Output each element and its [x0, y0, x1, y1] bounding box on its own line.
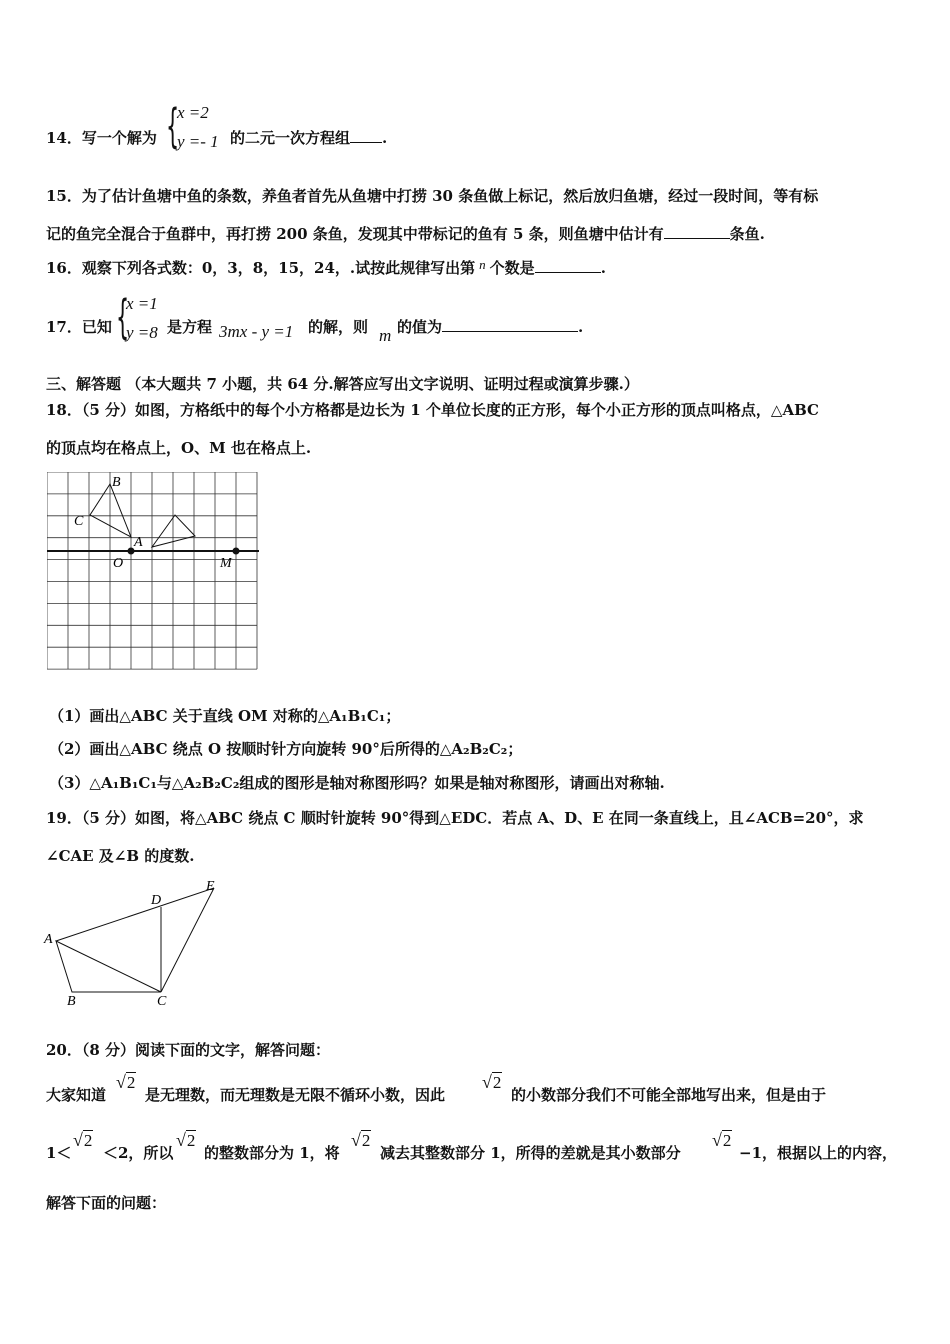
q17-prefix: 17．已知	[46, 318, 112, 336]
q17-suffix-line	[397, 317, 583, 337]
q17-equation: 3mx - y =1	[219, 322, 294, 341]
q20-p3: 解答下面的问题：	[46, 1194, 167, 1212]
q17-var: m	[379, 326, 392, 345]
q18-grid-figure	[47, 472, 261, 672]
q15-line2	[46, 224, 765, 244]
label-o: O	[113, 556, 124, 571]
q20-p2d: 减去其整数部分 1，所得的差就是其小数部分	[380, 1144, 681, 1162]
label-m: M	[220, 556, 232, 571]
q19-figure	[40, 876, 230, 1010]
q19-line2: ∠CAE 及∠B 的度数.	[46, 847, 195, 865]
q15-line2-prefix: 记的鱼完全混合于鱼群中，再打捞 200 条鱼，发现其中带标记的鱼有 5 条，则鱼塘中估计有	[46, 225, 664, 243]
label-b: B	[67, 994, 76, 1009]
q15-answer-blank[interactable]	[664, 224, 730, 239]
sqrt2-5: √2	[351, 1130, 371, 1150]
q20-p1a: 大家知道	[46, 1086, 107, 1104]
triangle-abc	[90, 484, 131, 537]
q16-prefix: 16．观察下列各式数：0，3，8，15，24，.试按此规律写出第	[46, 259, 476, 277]
q17-mid2: 的解，则	[308, 318, 369, 336]
q16-suffix: 个数是	[489, 259, 535, 277]
q18-sub2: （2）画出△ABC 绕点 O 按顺时针方向旋转 90°后所得的△A₂B₂C₂；	[49, 740, 523, 758]
q14-eq2: y =- 1	[177, 132, 219, 151]
q14-answer-blank[interactable]	[350, 128, 382, 143]
label-c: C	[74, 514, 84, 529]
triangle-abc	[56, 941, 161, 992]
point-m	[233, 548, 240, 555]
label-a: A	[44, 932, 53, 947]
q14-eq1: x =2	[177, 103, 209, 122]
q14-prefix: 14．写一个解为	[46, 129, 157, 147]
q16-var: n	[479, 257, 486, 272]
q18-line1: 18．（5 分）如图，方格纸中的每个小方格都是边长为 1 个单位长度的正方形，每个小正方形的顶点叫格点，△ABC	[46, 401, 819, 419]
sqrt2-1: √2	[116, 1072, 136, 1092]
sqrt2-2: √2	[482, 1072, 502, 1092]
q14-suffix-line	[230, 128, 387, 148]
q16-line	[46, 258, 606, 279]
q14-suffix: 的二元一次方程组	[230, 129, 351, 147]
q17-eq2: y =8	[126, 323, 158, 342]
q20-line1: 20．（8 分）阅读下面的文字，解答问题：	[46, 1041, 331, 1059]
q20-p1b: 是无理数，而无理数是无限不循环小数，因此	[145, 1086, 446, 1104]
label-d: D	[151, 893, 162, 908]
q17-answer-blank[interactable]	[442, 317, 578, 332]
q18-line2: 的顶点均在格点上，O、M 也在格点上.	[46, 439, 312, 457]
q16-end: .	[600, 259, 606, 277]
q15-line1: 15．为了估计鱼塘中鱼的条数，养鱼者首先从鱼塘中打捞 30 条鱼做上标记，然后放归鱼塘，经过一段时间，等有标	[46, 187, 819, 205]
q20-p2b: ＜2，所以	[103, 1144, 174, 1162]
sqrt2-3: √2	[73, 1130, 93, 1150]
label-b: B	[112, 475, 121, 490]
q17-end: .	[578, 318, 584, 336]
label-a: A	[134, 535, 143, 550]
q18-sub1: （1）画出△ABC 关于直线 OM 对称的△A₁B₁C₁；	[49, 707, 401, 725]
q20-p2a: 1＜	[46, 1144, 72, 1162]
q14-brace: {	[166, 99, 180, 153]
triangle-right	[152, 515, 195, 547]
line-ae	[56, 888, 214, 941]
q17-eq1: x =1	[126, 294, 158, 313]
q18-sub3: （3）△A₁B₁C₁与△A₂B₂C₂组成的图形是轴对称图形吗？如果是轴对称图形，请画出对称轴.	[49, 774, 665, 792]
q16-answer-blank[interactable]	[535, 258, 601, 273]
q20-p1c: 的小数部分我们不可能全部地写出来，但是由于	[511, 1086, 827, 1104]
q15-line2-suffix: 条鱼.	[729, 225, 765, 243]
sqrt2-6: √2	[712, 1130, 732, 1150]
q17-brace: {	[116, 290, 130, 344]
label-e: E	[206, 879, 215, 894]
sqrt2-4: √2	[176, 1130, 196, 1150]
label-c: C	[157, 994, 167, 1009]
q20-p2e: −1，根据以上的内容，	[739, 1144, 898, 1162]
q19-line1: 19．（5 分）如图，将△ABC 绕点 C 顺时针旋转 90°得到△EDC．若点 A、D、E 在同一条直线上，且∠ACB=20°，求	[46, 809, 864, 827]
q20-p2c: 的整数部分为 1，将	[204, 1144, 340, 1162]
q14-end: .	[382, 129, 388, 147]
q17-mid: 是方程	[167, 318, 213, 336]
section3-heading: 三、解答题 （本大题共 7 小题，共 64 分.解答应写出文字说明、证明过程或演算步骤.）	[46, 375, 639, 393]
q17-suffix: 的值为	[397, 318, 443, 336]
